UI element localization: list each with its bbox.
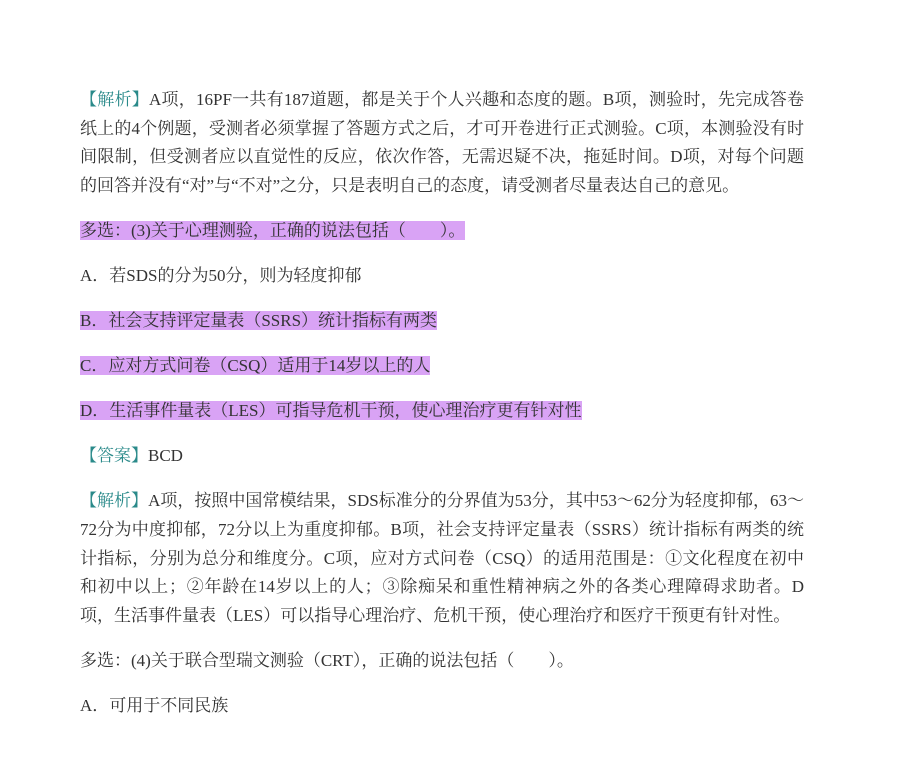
- question-3-option-b: [80, 307, 804, 335]
- option-a-text: A．若SDS的分为50分，则为轻度抑郁: [80, 266, 362, 286]
- question-3-option-d: [80, 397, 804, 425]
- question-4-option-a-text: A．可用于不同民族: [80, 696, 229, 716]
- document-content: [80, 86, 804, 737]
- previous-analysis-text: A项，16PF一共有187道题，都是关于个人兴趣和态度的题。B项，测验时，先完成答卷纸上的4个例题，受测者必须掌握了答题方式之后，才可开卷进行正式测验。C项，本测验没有时间限制，但受测者应以直觉性的反应，依次作答，无需迟疑不决，拖延时间。D项，对每个问题的回答并没有“对”与“不对”之分，只是表明自己的态度，请受测者尽量表达自己的意见。: [80, 90, 804, 195]
- answer-text: BCD: [148, 446, 183, 466]
- question-4-stem-text: 多选：(4)关于联合型瑞文测验（CRT），正确的说法包括（ ）。: [80, 651, 574, 671]
- analysis-tag: 【解析】: [80, 90, 149, 109]
- option-c-text: C．应对方式问卷（CSQ）适用于14岁以上的人: [80, 356, 431, 376]
- question-3-stem-text: 多选：(3)关于心理测验，正确的说法包括（ ）。: [80, 221, 466, 241]
- question-3-stem: [80, 217, 804, 245]
- question-4-stem: [80, 647, 804, 675]
- question-4-option-a: [80, 692, 804, 720]
- analysis-tag: 【解析】: [80, 491, 149, 511]
- answer-tag: 【答案】: [80, 446, 148, 466]
- question-3-answer: [80, 442, 804, 470]
- question-3-analysis-text: A项，按照中国常模结果，SDS标准分的分界值为53分，其中53～62分为轻度抑郁，63～72分为中度抑郁，72分以上为重度抑郁。B项，社会支持评定量表（SSRS）统计指标有两类的统计指标，分别为总分和维度分。C项，应对方式问卷（CSQ）的适用范围是：①文化程度在初中和初中以上；②年龄在14岁以上的人；③除痴呆和重性精神病之外的各类心理障碍求助者。D项，生活事件量表（LES）可以指导心理治疗、危机干预，使心理治疗和医疗干预更有针对性。: [80, 491, 805, 625]
- option-d-text: D．生活事件量表（LES）可指导危机干预，使心理治疗更有针对性: [80, 401, 582, 421]
- question-3-analysis: [80, 487, 804, 630]
- question-3-option-c: [80, 352, 804, 380]
- question-3-option-a: [80, 262, 804, 290]
- previous-analysis-paragraph: [80, 86, 804, 200]
- option-b-text: B．社会支持评定量表（SSRS）统计指标有两类: [80, 311, 438, 331]
